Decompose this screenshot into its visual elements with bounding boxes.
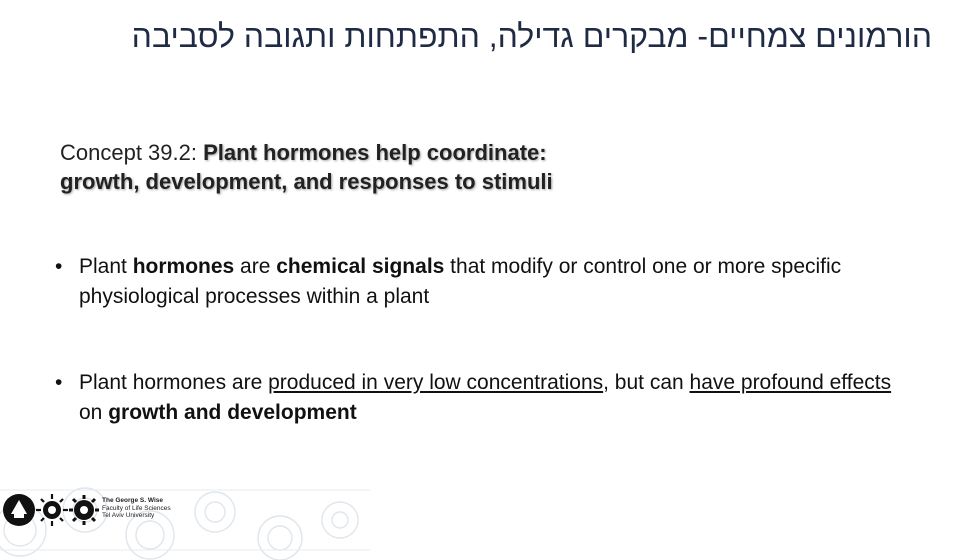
institution-line: Tel Aviv University: [102, 512, 155, 519]
bullet-text-part: hormones: [132, 255, 235, 278]
institution-name: [102, 497, 192, 520]
institution-line: Faculty of Life Sciences: [102, 504, 171, 512]
bullet-list: [55, 252, 905, 428]
bullet-item-1: [55, 252, 905, 312]
bullet-item-2: [55, 368, 905, 428]
concept-label: Concept 39.2:: [60, 140, 204, 165]
bullet-dot: •: [55, 371, 63, 394]
bullet-text-part: growth and development: [108, 401, 357, 424]
concept-heading: [60, 138, 620, 196]
university-seal-icon: [3, 494, 35, 526]
bullet-text-part: chemical signals: [276, 255, 445, 278]
concept-heading-line1: Plant hormones help coordinate:: [203, 140, 547, 165]
bullet-text-part: Plant hormones are: [79, 371, 269, 394]
bullet-text-part: Plant: [79, 255, 133, 278]
institution-line: The George S. Wise: [102, 497, 163, 504]
concept-heading-line2: growth, development, and responses to stimuli: [60, 169, 553, 194]
slide-title: הורמונים צמחיים- מבקרים גדילה, התפתחות ותגובה לסביבה: [131, 18, 932, 54]
bullet-text-part: on: [79, 401, 109, 424]
bullet-text-part: , but can: [603, 371, 690, 394]
bullet-text-part: produced in very low concentrations: [268, 371, 604, 394]
sun-emblem-icon: [36, 494, 68, 526]
bullet-text-part: that modify or control one or more specific physiological processes within a plant: [79, 255, 842, 308]
bullet-dot: •: [55, 255, 63, 278]
bullet-text-part: are: [234, 255, 277, 278]
gear-emblem-icon: [69, 495, 99, 525]
bullet-text-part: have profound effects: [689, 371, 892, 394]
